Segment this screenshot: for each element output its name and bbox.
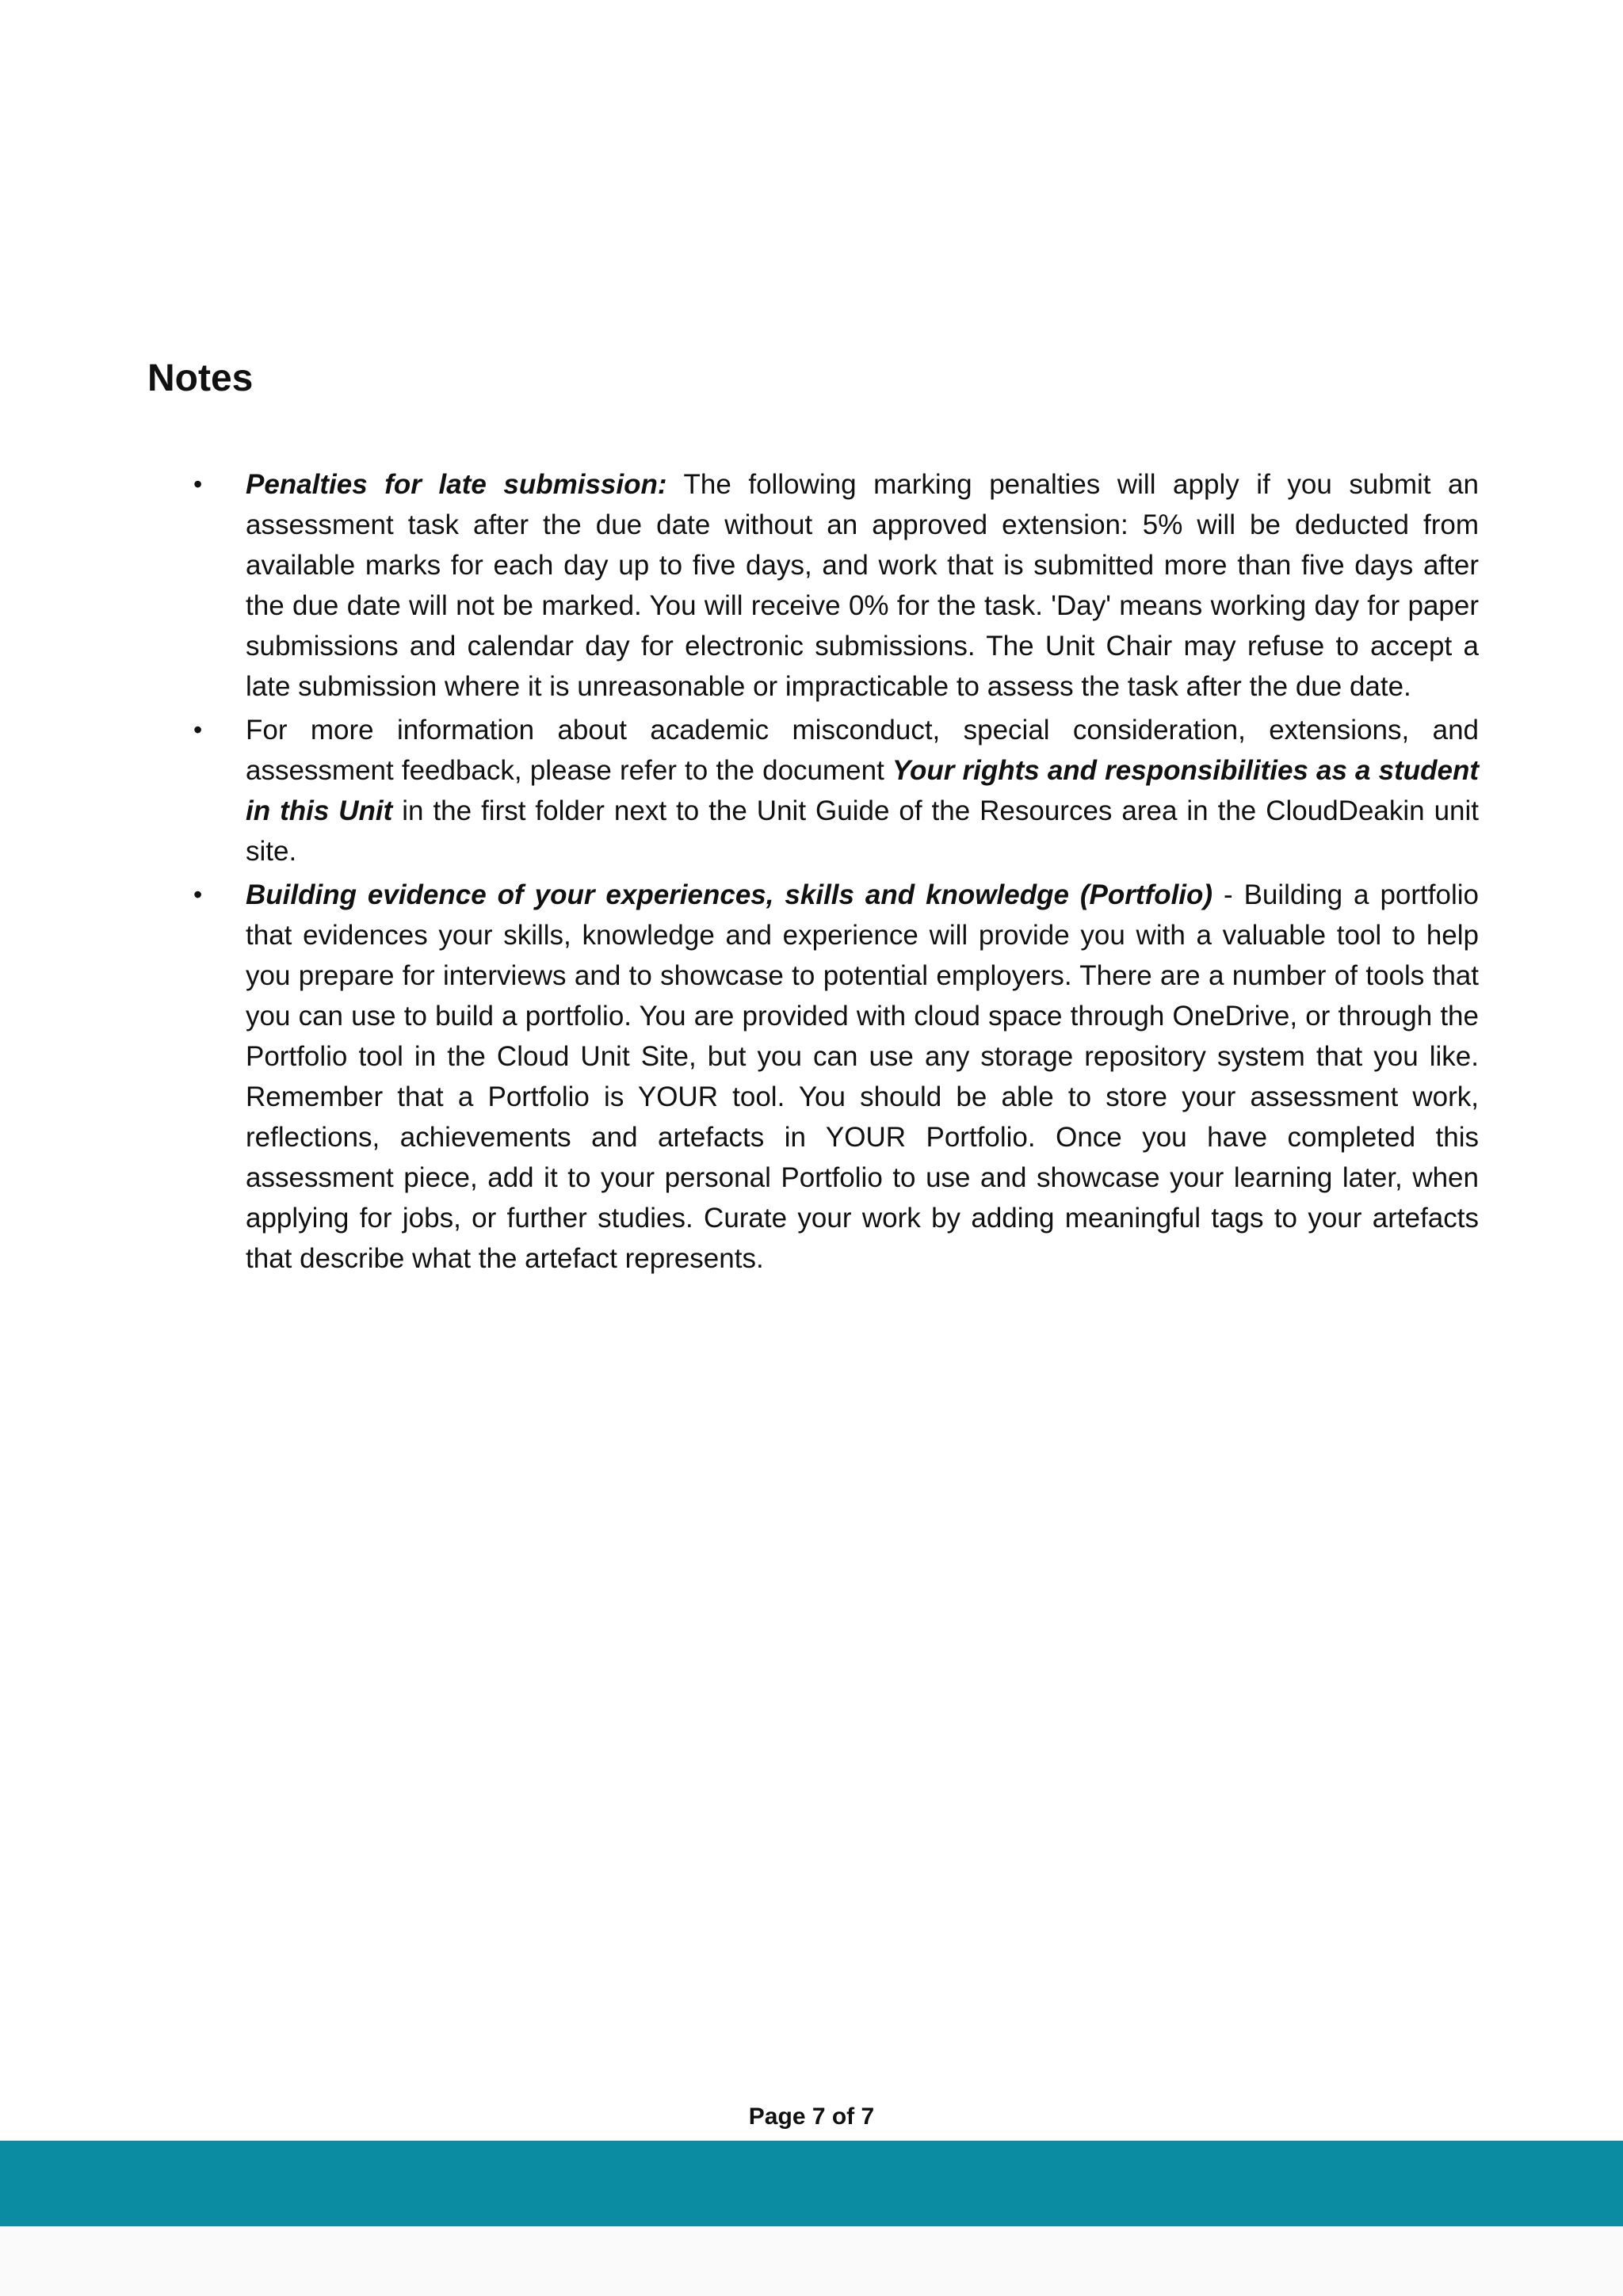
note-text: - Building a portfolio that evidences your skills, knowledge and experience will provide you with a valuable tool to help you prepare for interviews and to showcase to potential employers. There are a number of tools that you can use to build a portfolio. You are provided with cloud space through OneDrive, or through the Portfolio tool in the Cloud Unit Site, but you can use any storage repository system that you like. Remember that a Portfolio is YOUR tool. You should be able to store your assessment work, reflections, achievements and artefacts in YOUR Portfolio. Once you have completed this assessment piece, add it to your personal Portfolio to use and showcase your learning later, when applying for jobs, or further studies. Curate your work by adding meaningful tags to your artefacts that describe what the artefact represents. [246,879,1479,1274]
note-text: in the first folder next to the Unit Guide of the Resources area in the CloudDeakin unit site. [246,795,1480,867]
bullet-icon: • [193,715,203,744]
notes-list [147,464,1479,1282]
note-emphasis: Penalties for late submission: [246,469,667,500]
note-more-information [147,710,1479,871]
note-text: The following marking penalties will apply if you submit an assessment task after the due date without an approved extension: 5% will be deducted from available marks for each day up to five days, and work that is submitted more than five days after the due date will not be marked. You will receive 0% for the task. 'Day' means working day for paper submissions and calendar day for electronic submissions. The Unit Chair may refuse to accept a late submission where it is unreasonable or impracticable to assess the task after the due date. [246,469,1479,702]
page-number: Page 7 of 7 [748,2103,875,2130]
note-late-submission [147,464,1479,707]
bullet-icon: • [193,880,203,909]
bullet-icon: • [193,470,203,498]
note-text: For more information about academic misconduct, special consideration, extensions, and assessment feedback, please refer to the document [246,715,1479,786]
note-emphasis: Your rights and responsibilities as a student in this Unit [246,755,1480,826]
note-emphasis: Building evidence of your experiences, skills and knowledge (Portfolio) [246,879,1213,910]
footer-strip [0,2226,1623,2296]
notes-heading: Notes [147,357,254,399]
note-portfolio [147,875,1479,1279]
footer-band [0,2141,1623,2226]
